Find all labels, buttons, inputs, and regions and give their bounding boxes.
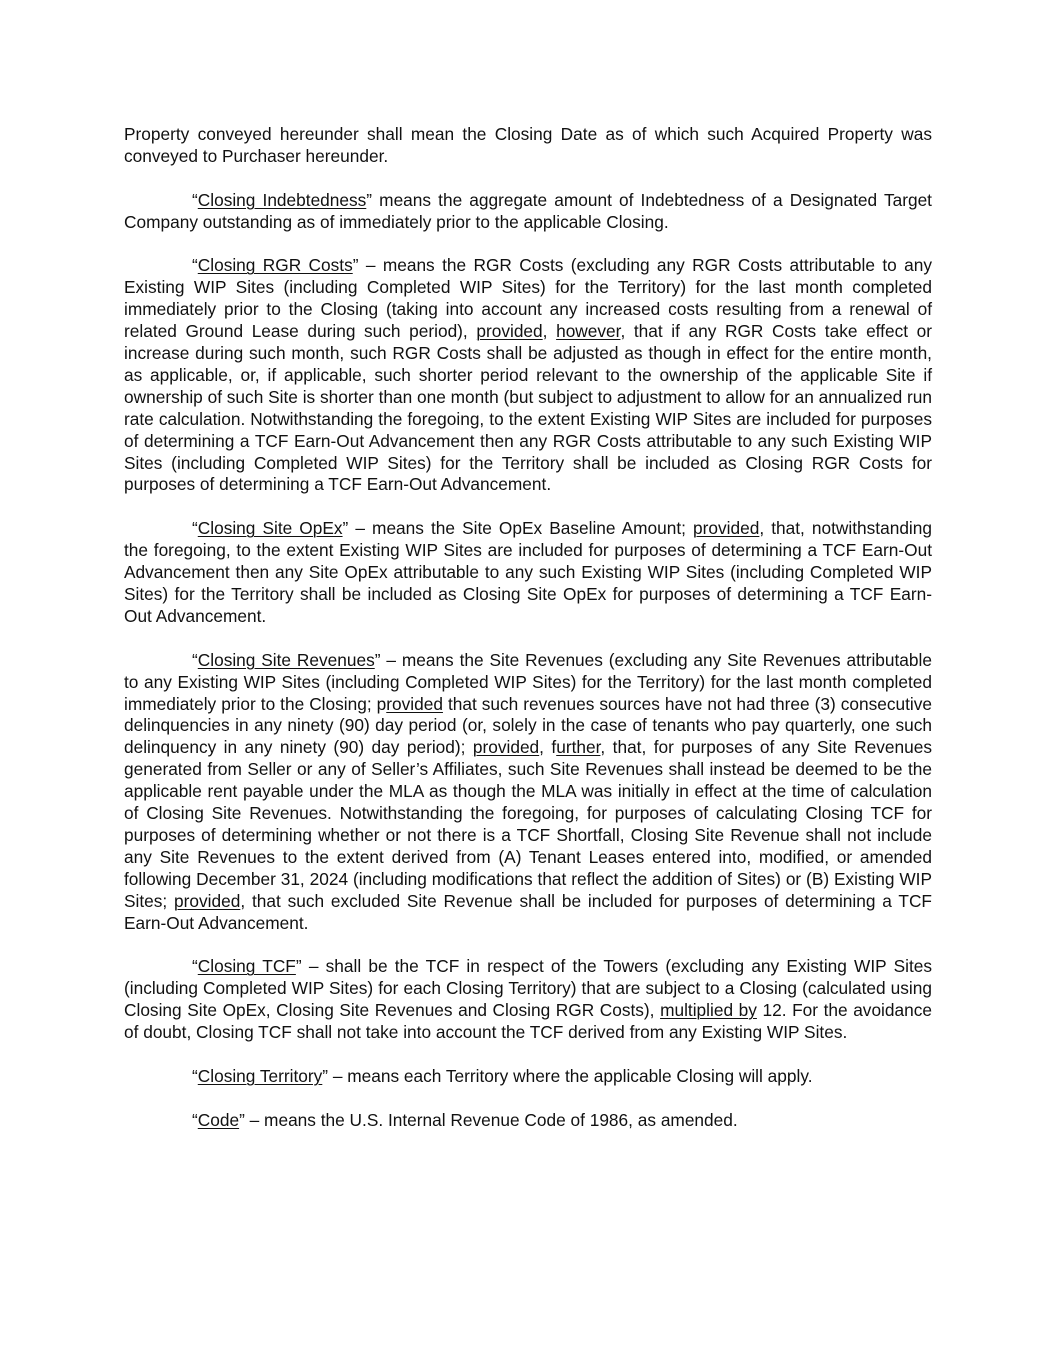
text-segment: that such revenues sources have not had three (3) consecutive delinquencies in any ninety (90) day period (or, solely in the case of tenants who pay quarterly, one such delinquency in any ninety (90) day period); [124, 693, 932, 758]
text-segment: ” – means the Site Revenues (excluding any Site Revenues attributable to any Existing WIP Sites (including Completed WIP Sites) for the Territory) for the last month completed immediately prior to the Closing; p [124, 649, 932, 714]
defined-term: Closing Territory [197, 1065, 323, 1086]
text-segment: , [542, 321, 557, 342]
underlined-text: provided [472, 737, 540, 758]
text-segment: Property conveyed hereunder shall mean the Closing Date as of which such Acquired Property was conveyed to Purchaser hereunder. [124, 124, 932, 166]
text-segment: “ [192, 956, 198, 977]
underlined-text: provided [693, 518, 760, 539]
defined-term: Closing Site Revenues [197, 649, 375, 670]
defined-term: Closing Site OpEx [197, 518, 343, 539]
definition-code [124, 1110, 932, 1132]
text-segment: ” – means each Territory where the applicable Closing will apply. [322, 1065, 813, 1086]
underlined-text: provided [476, 321, 543, 342]
text-segment: , that such excluded Site Revenue shall be included for purposes of determining a TCF Earn-Out Advancement. [124, 890, 932, 933]
text-segment: ” – means the Site OpEx Baseline Amount; [342, 518, 694, 539]
defined-term: Code [197, 1109, 240, 1130]
text-segment: ” – shall be the TCF in respect of the Towers (excluding any Existing WIP Sites (including Completed WIP Sites) for each Closing Territory) that are subject to a Closing (calculated using Closing Site OpEx, Closing Site Revenues and Closing RGR Costs), [124, 956, 932, 1021]
definition-closing-site-revenues [124, 650, 932, 935]
definition-closing-rgr-costs [124, 255, 932, 496]
underlined-text: multiplied by [660, 1000, 757, 1021]
defined-term: Closing TCF [197, 956, 296, 977]
underlined-text: rovided [386, 693, 443, 714]
definition-closing-territory [124, 1066, 932, 1088]
paragraph-acquired-property [124, 124, 932, 168]
text-segment: ” – means the U.S. Internal Revenue Code of 1986, as amended. [239, 1109, 738, 1130]
text-segment: 12. For the avoidance of doubt, Closing TCF shall not take into account the TCF derived from any Existing WIP Sites. [124, 1000, 932, 1043]
text-segment: “ [192, 189, 198, 210]
text-segment: , f [539, 737, 557, 758]
underlined-text: provided [174, 890, 241, 911]
definition-closing-indebtedness [124, 190, 932, 234]
underlined-text: however [556, 321, 621, 342]
text-segment: ” means the aggregate amount of Indebtedness of a Designated Target Company outstanding as of immediately prior to the applicable Closing. [124, 189, 932, 232]
text-segment: “ [192, 649, 198, 670]
text-segment: “ [192, 1065, 198, 1086]
text-segment: “ [192, 518, 198, 539]
text-segment: ” – means the RGR Costs (excluding any RGR Costs attributable to any Existing WIP Sites (including Completed WIP Sites) for the Territory) for the last month completed immediately prior to the Closing (taking into account any increased costs resulting from a renewal of related Ground Lease during such period), [124, 255, 932, 342]
defined-term: Closing Indebtedness [197, 189, 367, 210]
document-page [124, 124, 932, 1153]
text-segment: “ [192, 1109, 198, 1130]
text-segment: , that if any RGR Costs take effect or increase during such month, such RGR Costs shall be adjusted as though in effect for the entire month, as applicable, or, if applicable, such shorter period relevant to the ownership of the applicable Site if ownership of such Site is shorter than one month (but subject to adjustment to allow for an annualized run rate calculation. Notwithstanding the foregoing, to the extent Existing WIP Sites are included for purposes of determining a TCF Earn-Out Advancement then any RGR Costs attributable to any such Existing WIP Sites (including Completed WIP Sites) for the Territory shall be included as Closing RGR Costs for purposes of determining a TCF Earn-Out Advancement. [124, 321, 933, 495]
text-segment: , that, for purposes of any Site Revenues generated from Seller or any of Seller’s Affiliates, such Site Revenues shall instead be deemed to be the applicable rent payable under the MLA as though the MLA was initially in effect at the time of calculation of Closing Site Revenues. Notwithstanding the foregoing, for purposes of calculating Closing TCF for purposes of determining whether or not there is a TCF Shortfall, Closing Site Revenue shall not include any Site Revenues to the extent derived from (A) Tenant Leases entered into, modified, or amended following December 31, 2024 (including modifications that reflect the addition of Sites) or (B) Existing WIP Sites; [124, 737, 932, 911]
definition-closing-site-opex [124, 518, 932, 628]
text-segment: , that, notwithstanding the foregoing, to the extent Existing WIP Sites are included for purposes of determining a TCF Earn-Out Advancement then any Site OpEx attributable to any such Existing WIP Sites (including Completed WIP Sites) for the Territory shall be included as Closing Site OpEx for purposes of determining a TCF Earn-Out Advancement. [124, 518, 932, 626]
definition-closing-tcf [124, 956, 932, 1044]
defined-term: Closing RGR Costs [197, 255, 353, 276]
text-segment: “ [192, 255, 198, 276]
underlined-text: urther [556, 737, 601, 758]
